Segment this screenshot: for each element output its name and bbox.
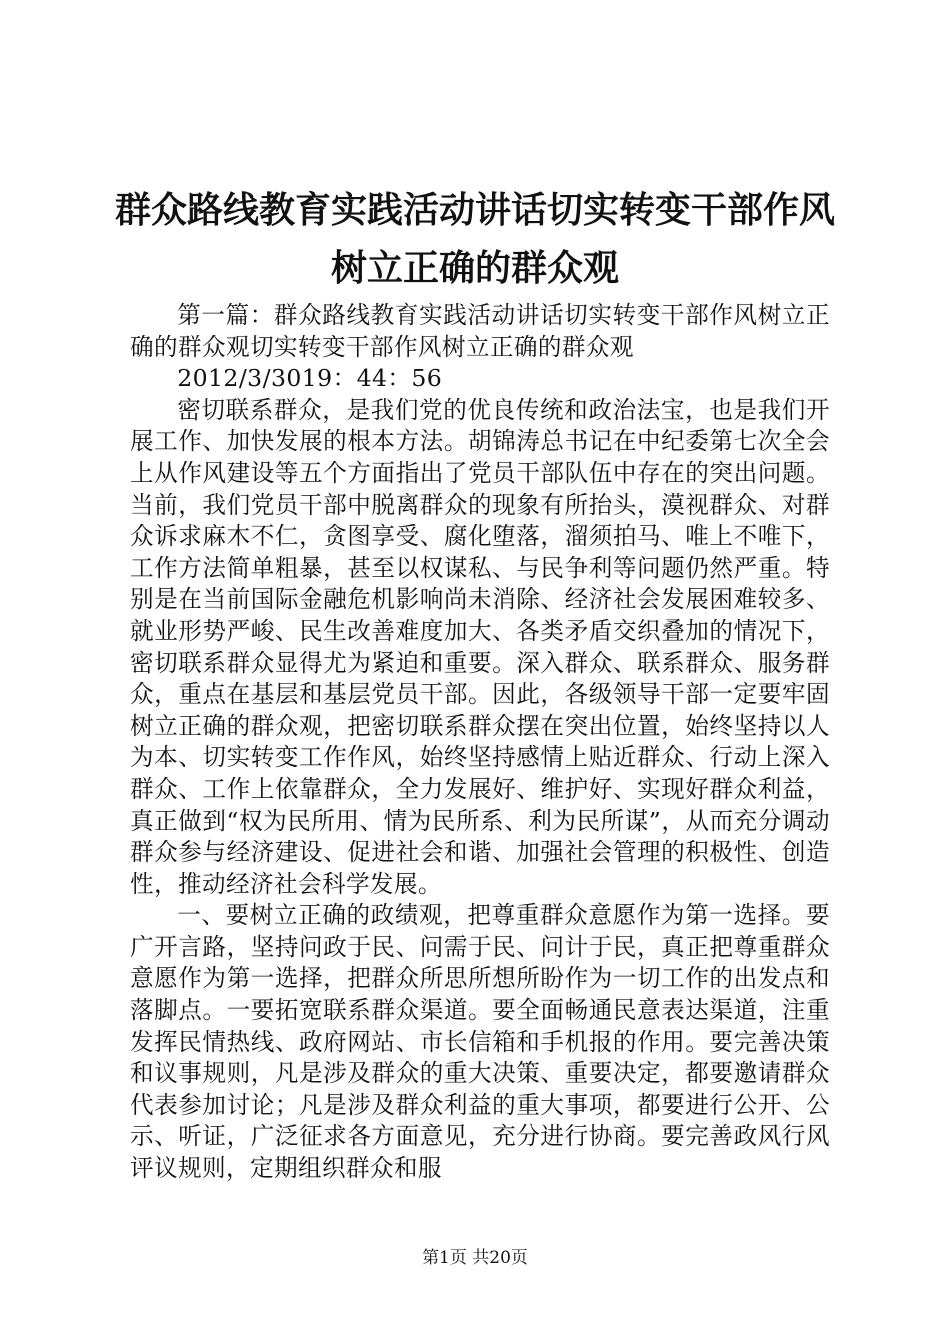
paragraph-intro: 密切联系群众，是我们党的优良传统和政治法宝，也是我们开展工作、加快发展的根本方法。胡锦涛总书记在中纪委第七次全会上从作风建设等五个方面指出了党员干部队伍中存在的突出问题。当前，我们党员干部中脱离群众的现象有所抬头，漠视群众、对群众诉求麻木不仁，贪图享受、腐化堕落，溜须拍马、唯上不唯下，工作方法简单粗暴，甚至以权谋私、与民争利等问题仍然严重。特别是在当前国际金融危机影响尚未消除、经济社会发展困难较多、就业形势严峻、民生改善难度加大、各类矛盾交织叠加的情况下，密切联系群众显得尤为紧迫和重要。深入群众、联系群众、服务群众，重点在基层和基层党员干部。因此，各级领导干部一定要牢固树立正确的群众观，把密切联系群众摆在突出位置，始终坚持以人为本、切实转变工作作风，始终坚持感情上贴近群众、行动上深入群众、工作上依靠群众，全力发展好、维护好、实现好群众利益，真正做到“权为民所用、情为民所系、利为民所谋”，从而充分调动群众参与经济建设、促进社会和谐、加强社会管理的积极性、创造性，推动经济社会科学发展。: [130, 395, 830, 898]
document-title-line-2: 树立正确的群众观: [330, 247, 619, 289]
paragraph-timestamp: 2012/3/3019：44：56: [177, 364, 443, 393]
document-title-line-1: 群众路线教育实践活动讲话切实转变干部作风: [114, 189, 835, 231]
paragraph-section-1: 一、要树立正确的政绩观，把尊重群众意愿作为第一选择。要广开言路，坚持问政于民、问需于民、问计于民，真正把尊重群众意愿作为第一选择，把群众所思所想所盼作为一切工作的出发点和落脚点。一要拓宽联系群众渠道。要全面畅通民意表达渠道，注重发挥民情热线、政府网站、市长信箱和手机报的作用。要完善决策和议事规则，凡是涉及群众的重大决策、重要决定，都要邀请群众代表参加讨论；凡是涉及群众利益的重大事项，都要进行公开、公示、听证，广泛征求各方面意见，充分进行协商。要完善政风行风评议规则，定期组织群众和服: [130, 901, 830, 1183]
paragraph-heading: 第一篇：群众路线教育实践活动讲话切实转变干部作风树立正确的群众观切实转变干部作风树立正确的群众观: [130, 301, 830, 361]
document-body: [130, 300, 830, 1185]
page-footer: 第1页 共20页: [422, 1248, 528, 1268]
